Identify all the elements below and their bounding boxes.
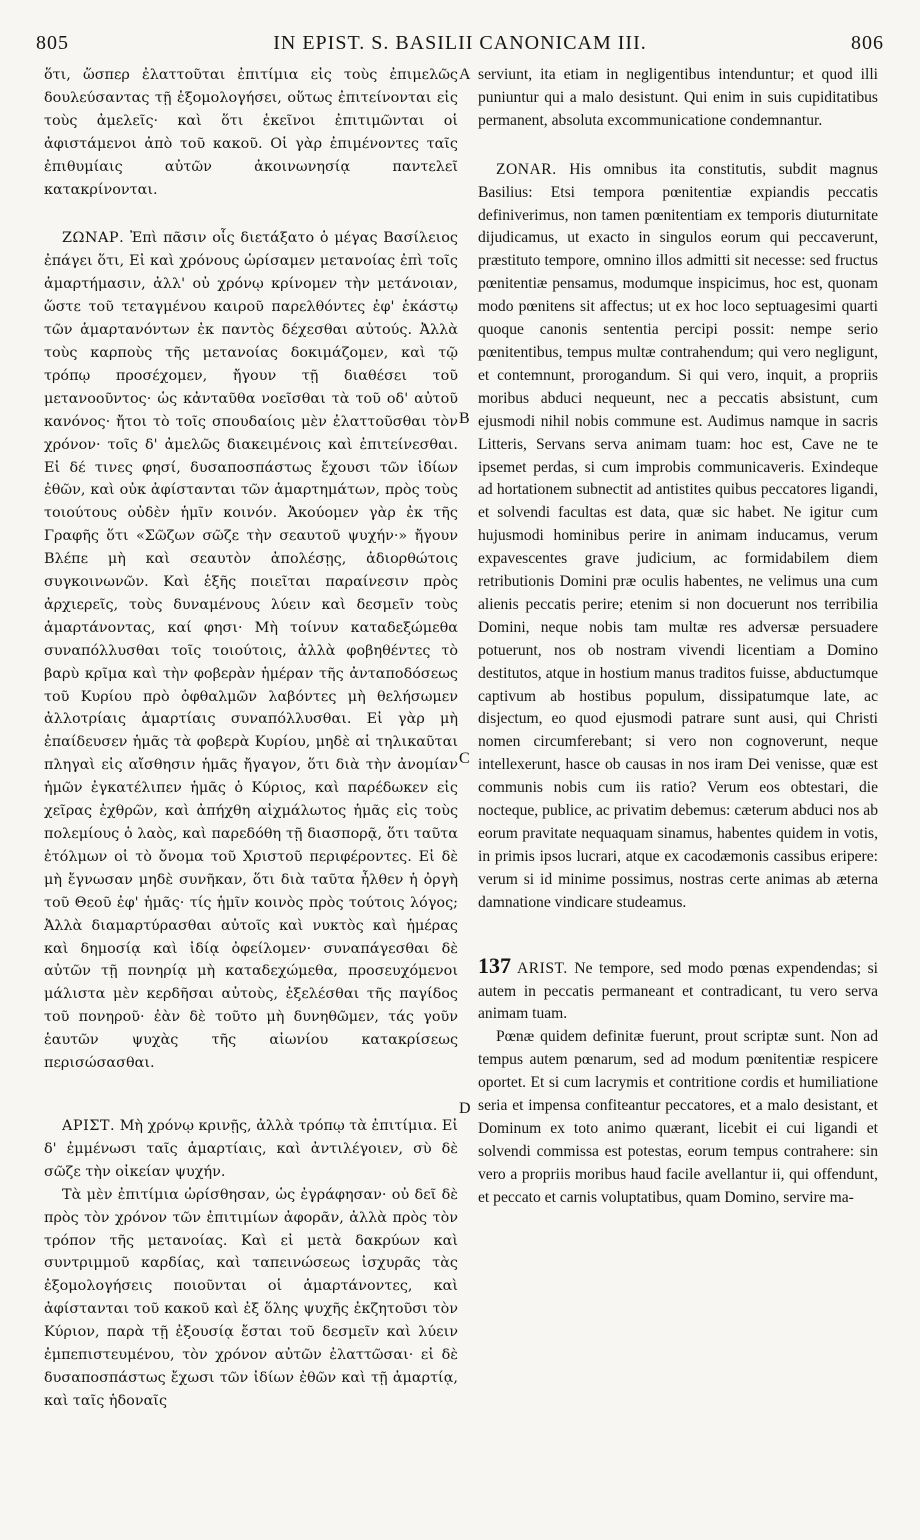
latin-paragraph: Pœnæ quidem definitæ fuerunt, prout scriptæ sunt. Non ad tempus autem pœnarum, sed ad modum pœnitentiæ respicere oportet. Et si cum lacrymis et contritione cordis et humiliatione seria et impensa confiteantur peccatores, et a malo desistant, et Dominum ex toto animo quærant, licebit ei cui ligandi et solvendi commissa est potestas, eorum tempus contrahere: sin vero a propriis moribus haud facile avellantur ii, qui offendunt, et peccato et carnis voluptatibus, quam Domino, servire ma- [478,1028,878,1206]
page-header [36,32,884,60]
latin-zonaras-label: ZONAR. [496,160,557,178]
running-title: IN EPIST. S. BASILII CANONICAM III. [273,32,647,54]
greek-aristenus-paragraph [44,1115,458,1184]
greek-zonaras-paragraph [44,227,458,1075]
latin-aristenus-label: ARIST. [517,959,568,977]
greek-zonaras-label: ΖΩΝΑΡ. [62,230,125,247]
latin-zonaras-text: His omnibus ita constitutis, subdit magnus Basilius: Etsi tempora pœnitentiæ expiandis peccatis definiverimus, non tamen pœnitentiam ex temporis diuturnitate dijudicamus, ut exacto in singulos eorum qui peccaverunt, præstituto tempore, omnino illos admitti sit necesse: sed fructus pœnitentiæ pensamus, modumque inspicimus, hoc est, quonam modo pœnitens sit affectus; ut ex hoc loco septuagesimi quarti quoque canonis sententia percipi possit: nempe serio pœnitentibus, tempus multæ contrahendum; qui vero negligunt, et contemnunt, prorogandum. Si qui vero, inquit, a propriis moribus abduci nequeunt, nec a peccatis absistunt, cum ejusmodi nihil nobis commune est. Audimus namque in sacris Litteris, Servans serva animam tuam: hoc est, Cave ne te ipsemet perdas, si cum improbis communicaveris. Exindeque ad hortationem subnectit ad antistites quibus peccatores ligandi, et solvendi facultas est data, quæ sic habet. Ne igitur cum hujusmodi hominibus perire in animam inducamus, verum expavescentes grave judicium, ac formidabilem diem retributionis Domini præ oculis habentes, ne velimus una cum alienis peccatis perire; etenim si non docuerunt nos terribilia Domini, neque nobis tam multæ res adversæ persuadere potuerunt, nos ob nostram vivendi licentiam a Domino destitutos, atque in hostium manus traditos fuisse, abductumque captivum ab hostibus populum, dissipatumque late, ac disjectum, eo quod ejusmodi patrare sunt ausi, qui Christi nomen circumferebant; si vero non cognoverunt, neque intellexerunt, hasce ob causas in nos iram Dei venisse, quæ est communis nobis cum iis ratio? Verum eos obtestari, die nocteque, publice, ac privatim debemus: cæterum abduci nos ab eorum pravitate nequaquam sinamus, habentes quidem in votis, in primis ipsos lucrari, atque ex cacodæmonis cassibus eripere: verum si id minime possimus, nostras certe animas ab æterna damnatione vindicare studeamus. [478,160,878,911]
page-number-right: 806 [851,32,884,54]
greek-paragraph: ὅτι, ὥσπερ ἐλαττοῦται ἐπιτίμια εἰς τοὺς ἐπιμελῶς δουλεύσαντας τῇ ἐξομολογήσει, οὕτως ἐπιτείνονται εἰς τοὺς ἀμελεῖς· καὶ ὅτι ἐκεῖνοι ἐπιτιμῶνται οἱ ἀφιστάμενοι ἀπὸ τοῦ κακοῦ. Οἱ γὰρ ἐπιμένοντες ταῖς ἐπιθυμίαις αὐτῶν ἀκοινωνησίᾳ παντελεῖ κατακρίνονται. [44,67,458,198]
latin-zonaras-paragraph [478,159,878,915]
latin-aristenus-paragraph [478,952,878,1027]
latin-column [478,64,878,1520]
latin-paragraph: serviunt, ita etiam in negligentibus intenduntur; et quod illi puniuntur qui a malo desistunt. Qui enim in suis cupiditatibus permanent, absoluta excommunicatione condemnantur. [478,66,878,129]
page-number-left: 805 [36,32,69,54]
greek-aristenus-text: Μὴ χρόνῳ κρινῇς, ἀλλὰ τρόπῳ τὰ ἐπιτίμια. Εἰ δ' ἐμμένωσι ταῖς ἁμαρτίαις, καὶ ἀντιλέγοιεν, σὺ δὲ σῶζε τὴν οἰκείαν ψυχήν. [44,1117,458,1180]
margin-letter-d: D [459,1100,471,1117]
latin-aristenus-text: Ne tempore, sed modo pœnas expendendas; si autem in peccatis permaneant et contradicant, tu vero serva animam tuam. [478,959,878,1023]
greek-paragraph: Τὰ μὲν ἐπιτίμια ὡρίσθησαν, ὡς ἐγράφησαν· οὐ δεῖ δὲ πρὸς τὸν χρόνον τῶν ἐπιτιμίων ἀφορᾶν, ἀλλὰ πρὸς τὸν τρόπον τῆς μετανοίας. Καὶ εἰ μετὰ δακρύων καὶ συντριμμοῦ καρδίας, καὶ ταπεινώσεως ἰσχυρᾶς τὰς ἐξομολογήσεις ποιοῦνται οἱ ἁμαρτάνοντες, καὶ ἀφίστανται τοῦ κακοῦ καὶ ἐξ ὅλης ψυχῆς ἐκζητοῦσι τὸν Κύριον, παρὰ τῇ ἐξουσίᾳ ἔσται τοῦ δεσμεῖν καὶ λύειν ἐμπεπιστευμένου, τὸν χρόνον αὐτῶν ἐλαττῶσαι· εἰ δὲ δυσαποσπάστως ἔχωσι τῶν ἰδίων ἐθῶν καὶ τῇ ἁμαρτίᾳ, καὶ ταῖς ἡδοναῖς [44,1186,458,1409]
margin-letter-a: A [459,66,471,83]
margin-letter-c: C [459,750,470,767]
greek-zonaras-text: Ἐπὶ πᾶσιν οἷς διετάξατο ὁ μέγας Βασίλειος ἐπάγει ὅτι, Εἰ καὶ χρόνους ὡρίσαμεν μετανοίας ἐπὶ τοῖς ἁμαρτήμασιν, ἀλλ' οὐ χρόνῳ κρίνομεν τὴν μετάνοιαν, ὥστε τοῦ τεταγμένου καιροῦ παρελθόντες ἐφ' ἑκάστῳ τῶν ἁμαρτανόντων ἐκ παντὸς δέχεσθαι αὐτούς. Ἀλλὰ τοὺς καρποὺς τῆς μετανοίας δοκιμάζομεν, καὶ τῷ τρόπῳ προσέχομεν, ἤγουν τῇ διαθέσει τοῦ μετανοοῦντος· ὡς κἀνταῦθα νοεῖσθαι τὰ τοῦ οδ' αὐτοῦ κανόνος· ἤτοι τὸ τοῖς σπουδαίοις μὲν ἐλαττοῦσθαι τὸν χρόνον· τοῖς δ' ἀμελῶς διακειμένοις καὶ ἐπιτείνεσθαι. Εἰ δέ τινες φησί, δυσαποσπάστως ἔχουσι τῶν ἰδίων ἐθῶν, καὶ οὐκ ἀφίστανται τῶν ἁμαρτημάτων, πρὸς τοὺς τοιούτους οὐδὲν ἡμῖν κοινόν. Ἀκούομεν γὰρ ἐκ τῆς Γραφῆς ὅτι «Σῶζων σῶζε τὴν σεαυτοῦ ψυχήν·» ἤγουν Βλέπε μὴ καὶ σεαυτὸν ἀπολέσῃς, ἀδιορθώτοις συγκοινωνῶν. Καὶ ἑξῆς ποιεῖται παραίνεσιν πρὸς ἀρχιερεῖς, τοὺς δυναμένους λύειν καὶ δεσμεῖν τοὺς ἁμαρτάνοντας, καί φησι· Μὴ τοίνυν καταδεξώμεθα συναπόλλυσθαι τοῖς τοιούτοις, ἀλλὰ φοβηθέντες τὸ βαρὺ κρῖμα καὶ τὴν φοβερὰν ἡμέραν τῆς ἀνταποδόσεως τοῦ Κυρίου πρὸ ὀφθαλμῶν λαβόντες μὴ θελήσωμεν ἀλλοτρίαις ἁμαρτίαις συναπόλλυσθαι. Εἰ γὰρ μὴ ἐπαίδευσεν ἡμᾶς τὰ φοβερὰ Κυρίου, μηδὲ αἱ τηλικαῦται πληγαὶ εἰς αἴσθησιν ἡμᾶς ἤγαγον, ὅτι διὰ τὴν ἀνομίαν ἡμῶν ἐγκατέλιπεν ἡμᾶς ὁ Κύριος, καὶ παρέδωκεν εἰς χεῖρας ἐχθρῶν, καὶ ἀπήχθη αἰχμάλωτος ἡμᾶς εἰς τοὺς πολεμίους ὁ λαὸς, καὶ παρεδόθη τῇ διασπορᾷ, ὅτι ταῦτα ἐτόλμων οἱ τὸ ὄνομα τοῦ Χριστοῦ περιφέροντες. Εἰ δὲ μὴ ἔγνωσαν μηδὲ συνῆκαν, ὅτι διὰ ταῦτα ἦλθεν ἡ ὀργὴ τοῦ Θεοῦ ἐφ' ἡμᾶς· τίς ἡμῖν κοινὸς πρὸς τούτοις λόγος; Ἀλλὰ διαμαρτύρασθαι αὐτοῖς καὶ νυκτὸς καὶ ἡμέρας καὶ δημοσίᾳ καὶ ἰδίᾳ ὀφείλομεν· συναπάγεσθαι δὲ αὐτῶν τῇ πονηρίᾳ μὴ καταδεχώμεθα, προσευχόμενοι μάλιστα μὲν κερδῆσαι αὐτοὺς, ἐξελέσθαι τῆς παγίδος τοῦ πονηροῦ· ἐὰν δὲ τοῦτο μὴ δυνηθῶμεν, τάς γοῦν ἑαυτῶν ψυχὰς τῆς αἰωνίου κατακρίσεως περισώσασθαι. [44,230,458,1072]
canon-number: 137 [478,952,511,978]
margin-letter-b: B [459,410,470,427]
greek-column [44,64,458,1520]
greek-aristenus-label: ΑΡΙΣΤ. [62,1117,116,1134]
